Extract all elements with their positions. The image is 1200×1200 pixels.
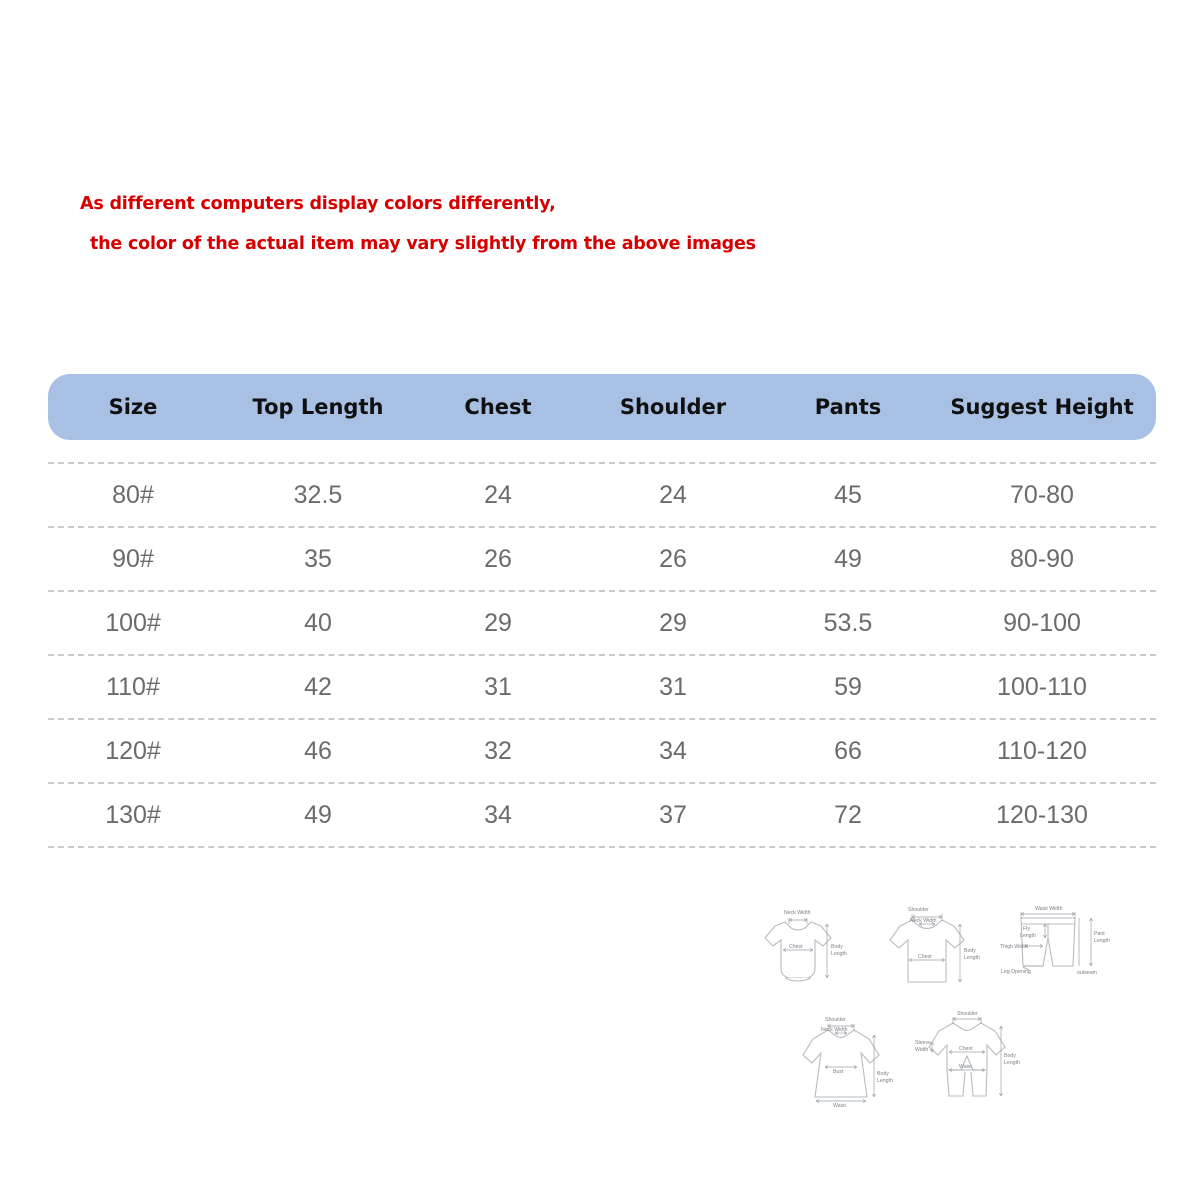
svg-text:Length: Length xyxy=(1020,933,1036,939)
shorts-diagram xyxy=(993,890,1123,1000)
cell-suggest-height: 120-130 xyxy=(996,800,1088,829)
cell-top-length: 49 xyxy=(304,800,332,829)
svg-text:Chest: Chest xyxy=(918,954,932,960)
cell-shoulder: 34 xyxy=(659,736,687,765)
svg-text:Body: Body xyxy=(964,948,976,954)
cell-shoulder: 31 xyxy=(659,672,687,701)
cell-chest: 29 xyxy=(484,608,512,637)
cell-size: 100# xyxy=(105,608,161,637)
svg-text:Body: Body xyxy=(831,944,843,950)
svg-text:Length: Length xyxy=(831,951,847,957)
cell-top-length: 40 xyxy=(304,608,332,637)
column-header-suggest-height: Suggest Height xyxy=(950,395,1134,419)
cell-pants: 49 xyxy=(834,544,862,573)
disclaimer-line-2: the color of the actual item may vary slightly from the above images xyxy=(90,233,756,254)
svg-text:Waist Width: Waist Width xyxy=(1035,906,1063,912)
column-header-pants: Pants xyxy=(814,395,882,419)
cell-top-length: 42 xyxy=(304,672,332,701)
svg-text:Thigh Width: Thigh Width xyxy=(1000,944,1028,950)
svg-text:outseam: outseam xyxy=(1077,970,1097,976)
column-header-size: Size xyxy=(108,395,158,419)
svg-text:Neck Width: Neck Width xyxy=(784,910,811,916)
svg-text:Length: Length xyxy=(1004,1060,1020,1066)
cell-suggest-height: 110-120 xyxy=(997,736,1087,765)
svg-text:Leg Opening: Leg Opening xyxy=(1001,969,1031,975)
table-row xyxy=(48,782,1156,848)
cell-size: 130# xyxy=(105,800,161,829)
cell-size: 120# xyxy=(105,736,161,765)
svg-text:Length: Length xyxy=(964,955,980,961)
svg-text:Chest: Chest xyxy=(959,1046,973,1052)
romper-diagram xyxy=(915,1000,1050,1110)
table-row xyxy=(48,654,1156,718)
cell-suggest-height: 100-110 xyxy=(997,672,1087,701)
svg-text:Neck Width: Neck Width xyxy=(821,1027,848,1033)
bodysuit-diagram xyxy=(755,898,875,998)
cell-pants: 72 xyxy=(834,800,862,829)
cell-shoulder: 24 xyxy=(659,480,687,509)
dress-diagram xyxy=(795,1005,920,1110)
size-chart-table xyxy=(48,374,1156,848)
cell-top-length: 35 xyxy=(304,544,332,573)
column-header-top-length: Top Length xyxy=(252,395,384,419)
svg-text:Waist: Waist xyxy=(833,1103,846,1109)
cell-suggest-height: 70-80 xyxy=(1010,480,1074,509)
svg-text:Chest: Chest xyxy=(789,944,803,950)
table-row xyxy=(48,590,1156,654)
cell-chest: 32 xyxy=(484,736,512,765)
cell-pants: 59 xyxy=(834,672,862,701)
svg-text:Body: Body xyxy=(877,1071,889,1077)
cell-shoulder: 37 xyxy=(659,800,687,829)
disclaimer-line-1: As different computers display colors differently, xyxy=(80,194,556,214)
cell-suggest-height: 80-90 xyxy=(1010,544,1074,573)
svg-text:Shoulder: Shoulder xyxy=(908,907,929,913)
table-body xyxy=(48,462,1156,848)
svg-text:Shoulder: Shoulder xyxy=(825,1017,846,1023)
svg-text:Width: Width xyxy=(915,1047,929,1053)
table-row xyxy=(48,526,1156,590)
cell-size: 80# xyxy=(112,480,154,509)
cell-top-length: 46 xyxy=(304,736,332,765)
cell-chest: 26 xyxy=(484,544,512,573)
table-header-row xyxy=(48,374,1156,440)
svg-text:Pant: Pant xyxy=(1094,931,1105,937)
svg-text:Sleeve: Sleeve xyxy=(915,1040,931,1046)
cell-pants: 53.5 xyxy=(823,608,873,637)
column-header-chest: Chest xyxy=(464,395,532,419)
tshirt-diagram xyxy=(881,890,996,1000)
cell-shoulder: 26 xyxy=(659,544,687,573)
color-disclaimer xyxy=(80,196,1120,253)
svg-text:Shoulder: Shoulder xyxy=(957,1011,978,1017)
cell-chest: 31 xyxy=(484,672,512,701)
cell-suggest-height: 90-100 xyxy=(1003,608,1081,637)
table-row xyxy=(48,718,1156,782)
svg-text:Bust: Bust xyxy=(833,1069,844,1075)
cell-size: 90# xyxy=(112,544,154,573)
svg-text:Length: Length xyxy=(877,1078,893,1084)
svg-text:Neck Width: Neck Width xyxy=(910,918,937,924)
cell-pants: 66 xyxy=(834,736,862,765)
cell-size: 110# xyxy=(106,672,160,701)
cell-chest: 34 xyxy=(484,800,512,829)
cell-shoulder: 29 xyxy=(659,608,687,637)
svg-text:Fly: Fly xyxy=(1023,926,1030,932)
cell-pants: 45 xyxy=(834,480,862,509)
svg-text:Waist: Waist xyxy=(959,1064,972,1070)
column-header-shoulder: Shoulder xyxy=(619,395,727,419)
table-row xyxy=(48,462,1156,526)
measurement-diagrams xyxy=(755,890,1125,1140)
svg-text:Body: Body xyxy=(1004,1053,1016,1059)
svg-text:Length: Length xyxy=(1094,938,1110,944)
cell-chest: 24 xyxy=(484,480,512,509)
cell-top-length: 32.5 xyxy=(293,480,343,509)
